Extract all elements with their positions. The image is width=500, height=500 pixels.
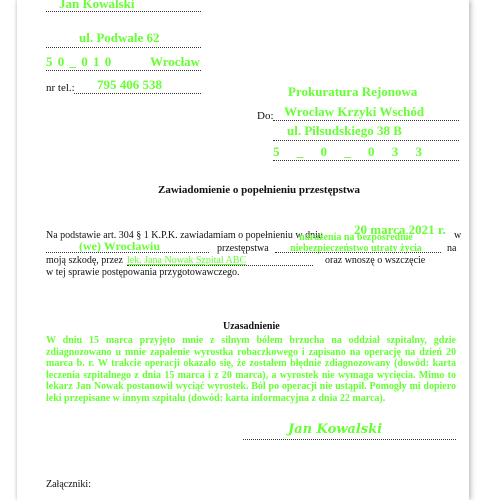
notice-w: w [454,230,462,241]
notice-place: (we) Wrocławiu [79,239,160,253]
notice-crime-label: przestępstwa [217,243,269,254]
sender-city-line [46,70,201,71]
sender-street: ul. Podwale 62 [79,30,160,45]
notice-crime: narażenia na bezpośrednie niebezpieczeństwo utraty życia [290,232,422,254]
document-title: Zawiadomienie o popełnieniu przestępstwa [158,184,360,196]
sender-street-line [46,47,201,48]
to-label: Do: [257,110,274,122]
sender-phone-line [74,93,201,94]
signature-line [243,439,456,440]
sender-city: Wrocław [150,54,201,69]
signature: Jan Kowalski [288,422,383,437]
sender-name: Jan Kowalski [59,0,135,11]
attachments-label: Załączniki: [46,479,91,490]
phone-label: nr tel.: [46,82,75,94]
recipient-postal-line [273,160,459,161]
recipient-district-line [273,120,459,121]
recipient-postal-code: 5 _ 0 _ 0 3 3 [273,144,429,159]
perpetrator-line [127,265,313,266]
crime-line [275,252,441,253]
justification-heading: Uzasadnienie [223,321,280,332]
notice-intro: Na podstawie art. 304 § 1 K.P.K. zawiadamiam o popełnieniu w dniu [46,230,323,241]
justification-text: W dniu 15 marca przyjęto mnie z silnym bólem brzucha na oddział szpitalny, gdzie zdiagnozowano u mnie zapalenie wyrostka robaczkowego i zapisano na operację na dzień 20 marca b. r. W trakcie operacji okazało się, że zostałem błędnie zdiagnozowany (dowód: karta leczenia szpitalnego z dnia 15 marca i z 20 marca), a wyrostek nie wymaga wycięcia. Mimo to lekarz Jan Nowak postanowił wyciąć wyrostek. Ból po operacji nie ustąpił. Pomogły mi dopiero leki przepisane w innym szpitalu (dowód: karta informacyjna z dnia 22 marca). [46,335,456,404]
recipient-street-line [273,140,459,141]
recipient-office: Prokuratura Rejonowa [288,84,418,99]
sender-name-line [46,11,201,12]
notice-perpetrator: lek. Jana Nowak Szpital ABC [127,255,247,266]
harm-suffix: oraz wnoszę o wszczęcie [325,255,426,266]
notice-closing: w tej sprawie postępowania przygotowawczego. [46,267,240,278]
sender-phone: 795 406 538 [97,77,162,92]
notice-date: 20 marca 2021 r. [354,222,446,237]
sender-postal-code: 5 0 _ 0 1 0 [46,54,113,69]
recipient-district: Wrocław Krzyki Wschód [284,104,425,119]
recipient-street: ul. Piłsudskiego 38 B [287,123,402,138]
document-page [17,0,469,500]
harm-prefix: moją szkodę, przez [46,255,123,266]
notice-na: na [447,243,457,254]
